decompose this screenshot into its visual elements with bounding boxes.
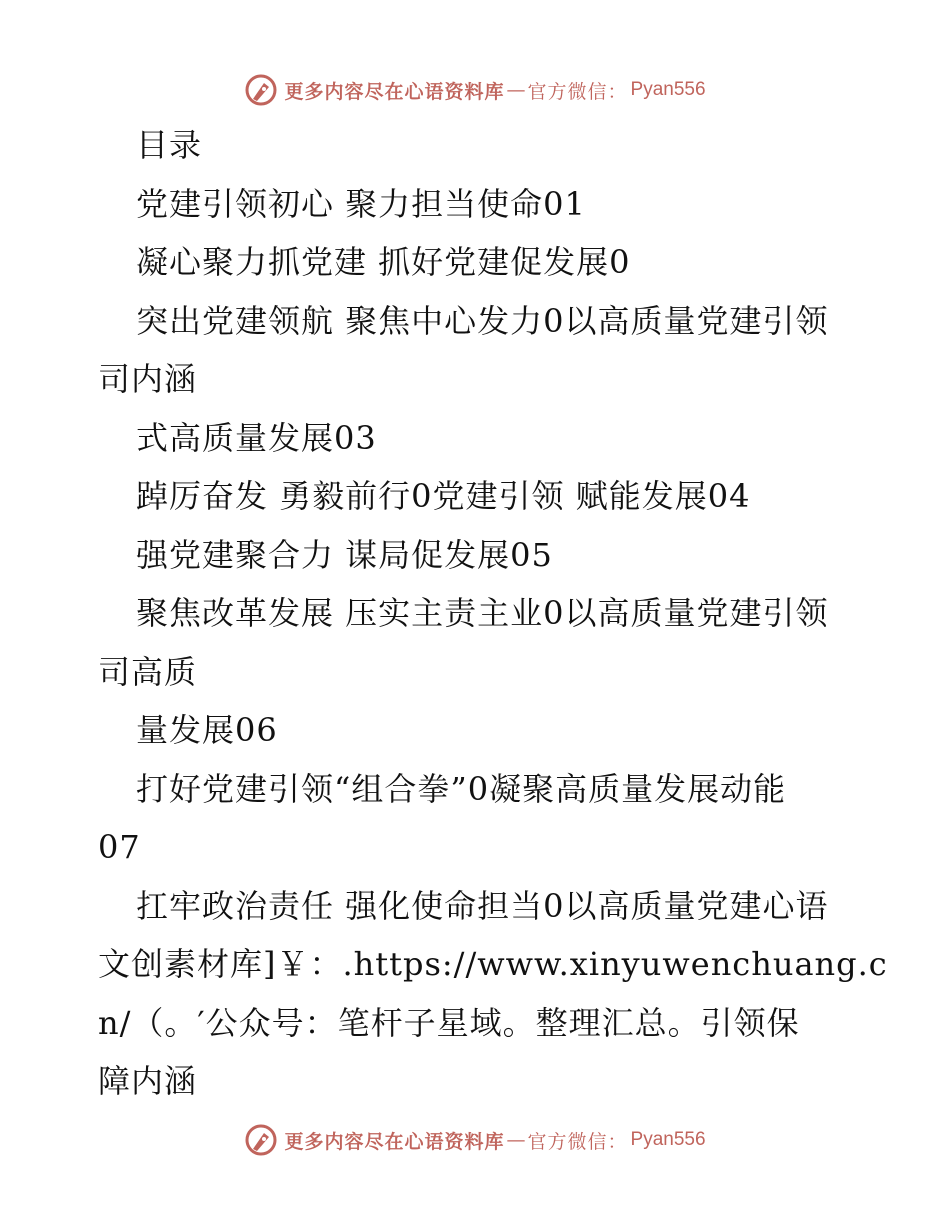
- toc-line: 量发展06: [136, 711, 278, 749]
- toc-line: 式高质量发展03: [136, 418, 377, 457]
- toc-line: 扛牢政治责任 强化使命担当0以高质量党建心语: [136, 886, 829, 925]
- banner-official-label: 官方微信: [527, 1130, 608, 1153]
- pen-nib-circle-icon: [244, 1123, 278, 1157]
- toc-heading: 目录: [136, 126, 203, 164]
- banner-colon: ：: [607, 80, 627, 103]
- toc-line: 突出党建领航 聚焦中心发力0以高质量党建引领: [136, 301, 829, 340]
- header-banner: [0, 70, 950, 110]
- toc-line-continuation: 障内涵: [98, 1062, 198, 1100]
- banner-title: 更多内容尽在心语资料库: [284, 80, 505, 103]
- banner-dash: —: [506, 1129, 526, 1151]
- toc-line: 打好党建引领“组合拳”0凝聚高质量发展动能: [136, 769, 787, 808]
- banner-colon: ：: [607, 1130, 627, 1153]
- toc-line: 凝心聚力抓党建 抓好党建促发展0: [136, 243, 631, 281]
- toc-line-continuation: n/（。′公众号：笔杆子星域。整理汇总。引领保: [98, 1003, 800, 1042]
- banner-wechat-id: Pyan556: [630, 79, 706, 100]
- banner-official-label: 官方微信: [527, 80, 608, 103]
- toc-line-continuation: 司高质: [98, 652, 198, 691]
- banner-title: 更多内容尽在心语资料库: [284, 1130, 505, 1153]
- pen-nib-circle-icon: [244, 73, 278, 107]
- toc-line: 踔厉奋发 勇毅前行0党建引领 赋能发展04: [136, 477, 751, 515]
- toc-line-continuation: 07: [98, 828, 141, 866]
- banner-wechat-id: Pyan556: [630, 1129, 706, 1150]
- footer-banner: [0, 1120, 950, 1160]
- toc-line: 党建引领初心 聚力担当使命01: [136, 184, 586, 223]
- toc-line-continuation: 司内涵: [98, 360, 198, 398]
- document-body: [98, 116, 888, 1111]
- banner-dash: —: [506, 79, 526, 101]
- toc-line-continuation: 文创素材库]￥：.https://www.xinyuwenchuang.c: [98, 945, 888, 983]
- toc-line: 强党建聚合力 谋局促发展05: [136, 535, 553, 574]
- toc-line: 聚焦改革发展 压实主责主业0以高质量党建引领: [136, 594, 829, 632]
